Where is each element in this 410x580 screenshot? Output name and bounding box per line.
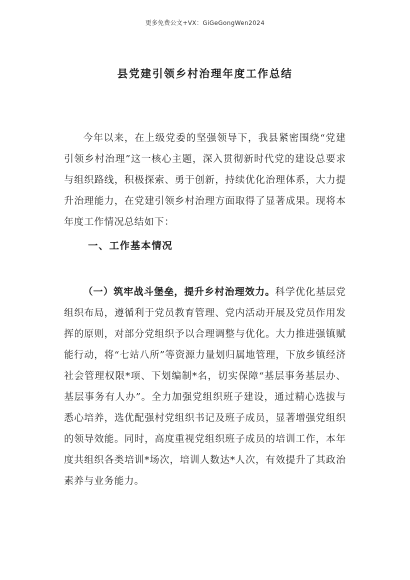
document-title: 县党建引领乡村治理年度工作总结 — [117, 68, 293, 80]
subsection-body: 科学优化基层党组织布局，遵循利于党员教育管理、党内活动开展及党员作用发挥的原则，对部分党组织予以合理调整与优化。大力推进强镇赋能行动，将“七站八所”等资源力量划归属地管理，下放乡镇经济社会管理权限*项、下划编制*名，切实保障“基层事务基层办、基层事务有人办”。全力加强党组织班子建设，通过精心选拔与悉心培养，选优配强村党组织书记及班子成员，显著增强党组织的领导效能。同时，高度重视党组织班子成员的培训工作，本年度共组织各类培训*场次，培训人数达*人次，有效提升了其政治素养与业务能力。 — [64, 286, 346, 487]
section-paragraph — [64, 282, 346, 492]
section-heading: 一、工作基本情况 — [88, 241, 173, 252]
header-note: 更多免费公文+VX：GiGeGongWen2024 — [145, 20, 265, 27]
intro-paragraph: 今年以来，在上级党委的坚强领导下，我县紧密围绕“党建引领乡村治理”这一核心主题，深入贯彻新时代党的建设总要求与组织路线，积极探索、勇于创新，持续优化治理体系，大力提升治理能力，在党建引领乡村治理方面取得了显著成果。现将本年度工作情况总结如下： — [64, 132, 346, 228]
subsection-lead: （一）筑牢战斗堡垒，提升乡村治理效力。 — [83, 286, 276, 298]
